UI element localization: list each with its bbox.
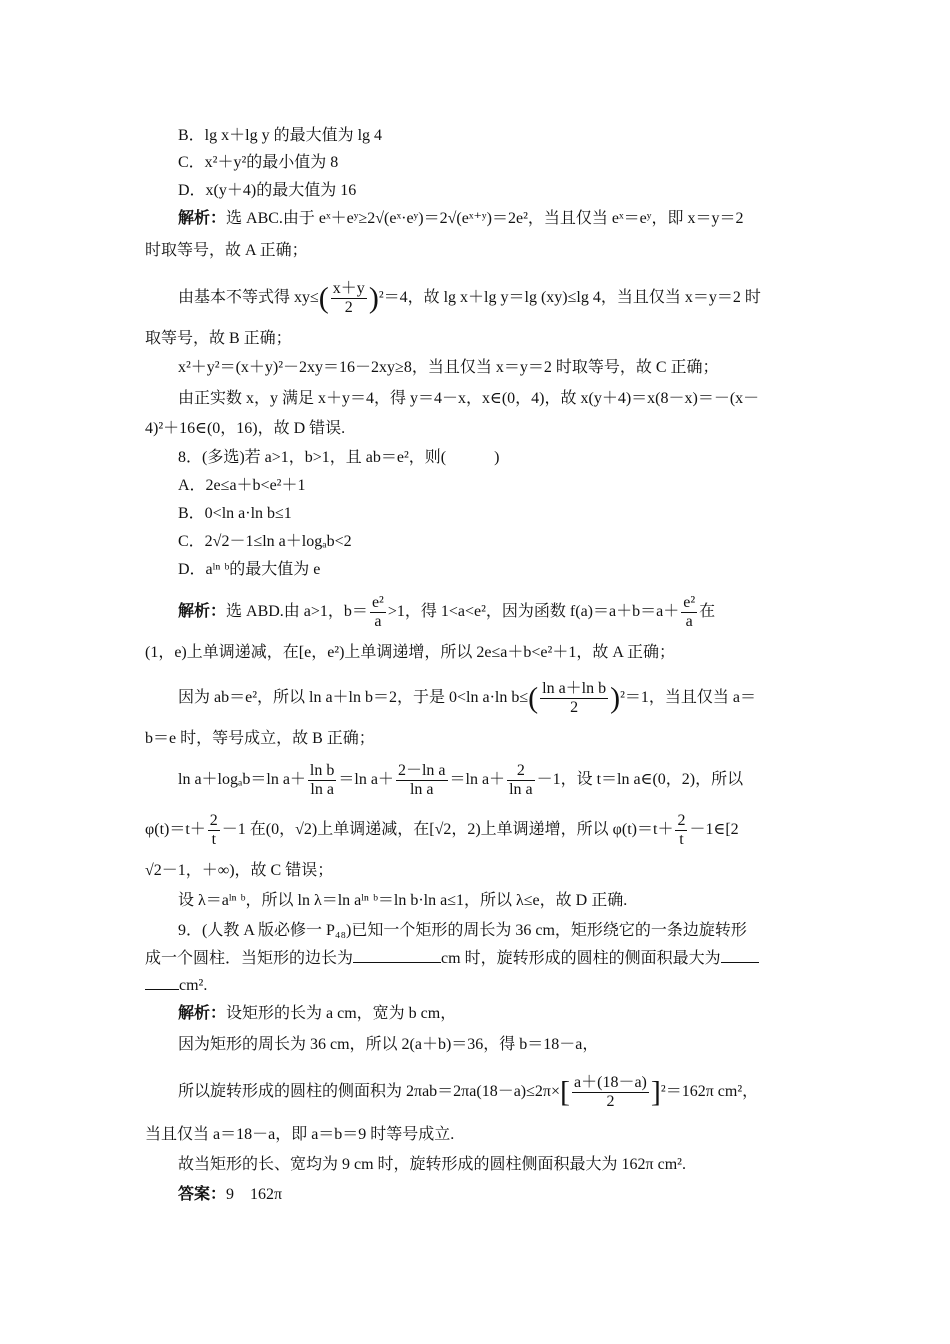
q9-solution-line-5: 故当矩形的长、宽均为 9 cm 时，旋转形成的圆柱侧面积最大为 162π cm².	[178, 1156, 686, 1173]
q8-option-c: C．2√2－1≤ln a＋logₐb<2	[178, 533, 352, 550]
fraction: $\frac{2}{\text{ln a}}$	[509, 762, 533, 798]
q8-solution-line-5: 设 λ＝aˡⁿ ᵇ，所以 ln λ＝ln aˡⁿ ᵇ＝ln b·ln a≤1，所以 λ≤e，故 D 正确.	[178, 892, 628, 909]
q8-option-a: A．2e≤a＋b<e²＋1	[178, 477, 306, 494]
q7-solution-line-4: 由正实数 x，y 满足 x＋y＝4，得 y＝4－x，x∈(0，4)，故 x(y＋4)＝x(8－x)＝－(x－	[178, 390, 760, 407]
fraction: $\frac{2}{t}$	[209, 812, 218, 848]
q7-option-c: C．x²＋y²的最小值为 8	[178, 154, 339, 171]
q7-option-d: D．x(y＋4)的最大值为 16	[178, 182, 357, 199]
q7-solution-line-4b: 4)²＋16∈(0，16)，故 D 错误.	[145, 420, 346, 437]
fraction: $\frac{\text{ln a＋ln b}}{2}$	[542, 680, 607, 716]
q8-solution-line-2c: b＝e 时，等号成立，故 B 正确；	[145, 730, 375, 747]
q9-solution-line-1: 解析：设矩形的长为 a cm，宽为 b cm，	[178, 1005, 457, 1022]
fraction: $\frac{\text{e²}}{a}$	[683, 594, 696, 630]
answer-blank-2-cont	[145, 975, 179, 990]
q8-stem: 8．(多选)若 a>1，b>1，且 ab＝e²，则( )	[178, 449, 500, 466]
fraction: $\frac{2}{t}$	[677, 812, 686, 848]
answer-label: 答案：	[178, 1186, 227, 1203]
q9-solution-line-3: 所以旋转形成的圆柱的侧面积为 2πab＝2πa(18－a)≤2π×[ $\frac{a+(18-a)}{2}$ ]²＝162π cm²，	[178, 1074, 759, 1110]
q8-solution-line-1d: (1，e)上单调递减，在[e，e²)上单调递增，所以 2e≤a＋b<e²＋1，故 A 正确；	[145, 644, 675, 661]
q8-option-d: D．aˡⁿ ᵇ的最大值为 e	[178, 561, 321, 578]
q9-stem-line-2: 成一个圆柱．当矩形的边长为 cm 时，旋转形成的圆柱的侧面积最大为	[145, 948, 805, 970]
q9-solution-line-2: 因为矩形的周长为 36 cm，所以 2(a＋b)＝36，得 b＝18－a，	[178, 1036, 599, 1053]
q7-solution-line-1: 解析：选 ABC.由于 eˣ＋eʸ≥2√(eˣ·eʸ)＝2√(eˣ⁺ʸ)＝2e²，当且仅当 eˣ＝eʸ，即 x＝y＝2	[178, 210, 744, 227]
q8-solution-line-4d: √2－1，＋∞)，故 C 错误；	[145, 862, 334, 879]
answer-blank-2	[721, 948, 759, 963]
q9-stem-line-1: 9．(人教 A 版必修一 P₄₈)已知一个矩形的周长为 36 cm，矩形绕它的一条边旋转形	[178, 922, 747, 939]
fraction: $\frac{a+(18-a)}{2}$	[574, 1074, 647, 1110]
fraction: $\frac{\text{2－ln a}}{\text{ln a}}$	[397, 762, 446, 798]
q9-answer: 答案：9 162π	[178, 1186, 283, 1203]
q7-option-b: B．lg x＋lg y 的最大值为 lg 4	[178, 127, 383, 144]
fraction: $\frac{\text{ln b}}{\text{ln a}}$	[309, 762, 335, 798]
q7-solution-line-1b: 时取等号，故 A 正确；	[145, 242, 308, 259]
q7-solution-line-3: x²＋y²＝(x＋y)²－2xy＝16－2xy≥8，当且仅当 x＝y＝2 时取等号，故 C 正确；	[178, 359, 719, 376]
q8-solution-line-3: ln a＋logₐb＝ln a＋ $\frac{\text{ln b}}{\text{ln a}}$ ＝ln a＋ $\frac{\text{2－ln a}}{\text{ln a}}$ ＝ln a＋ $\frac{2}{\text{ln a}}$ －1，设 t＝ln a∈(0，2)，所以	[178, 762, 744, 798]
q8-solution-line-1: 解析：选 ABD.由 a>1，b＝ $\frac{\text{e²}}{a}$ >1，得 1<a<e²，因为函数 f(a)＝a＋b＝a＋ $\frac{\text{e²}}{a}$ 在	[178, 594, 716, 630]
q8-option-b: B．0<ln a·ln b≤1	[178, 505, 292, 522]
fraction: $\frac{x+y}{2}$	[332, 280, 365, 316]
q8-solution-line-4: φ(t)＝t＋ $\frac{2}{t}$ －1 在(0，√2)上单调递减，在[√2，2)上单调递增，所以 φ(t)＝t＋ $\frac{2}{t}$ －1∈[2	[145, 812, 739, 848]
fraction: $\frac{\text{e²}}{a}$	[371, 594, 384, 630]
q9-solution-line-4: 当且仅当 a＝18－a，即 a＝b＝9 时等号成立.	[145, 1126, 455, 1143]
solution-label: 解析：	[178, 603, 227, 621]
solution-label: 解析：	[178, 210, 227, 227]
solution-label: 解析：	[178, 1005, 227, 1022]
q9-stem-line-3: cm².	[145, 975, 805, 997]
answer-blank-1	[353, 948, 441, 963]
q8-solution-line-2: 因为 ab＝e²，所以 ln a＋ln b＝2，于是 0<ln a·ln b≤( $\frac{\text{ln a＋ln b}}{2}$ )²＝1，当且仅当 a＝	[178, 680, 757, 716]
q7-solution-line-2c: 取等号，故 B 正确；	[145, 330, 292, 347]
q7-solution-line-2: 由基本不等式得 xy≤( $\frac{x+y}{2}$ )²＝4，故 lg x＋lg y＝lg (xy)≤lg 4，当且仅当 x＝y＝2 时	[178, 280, 761, 316]
